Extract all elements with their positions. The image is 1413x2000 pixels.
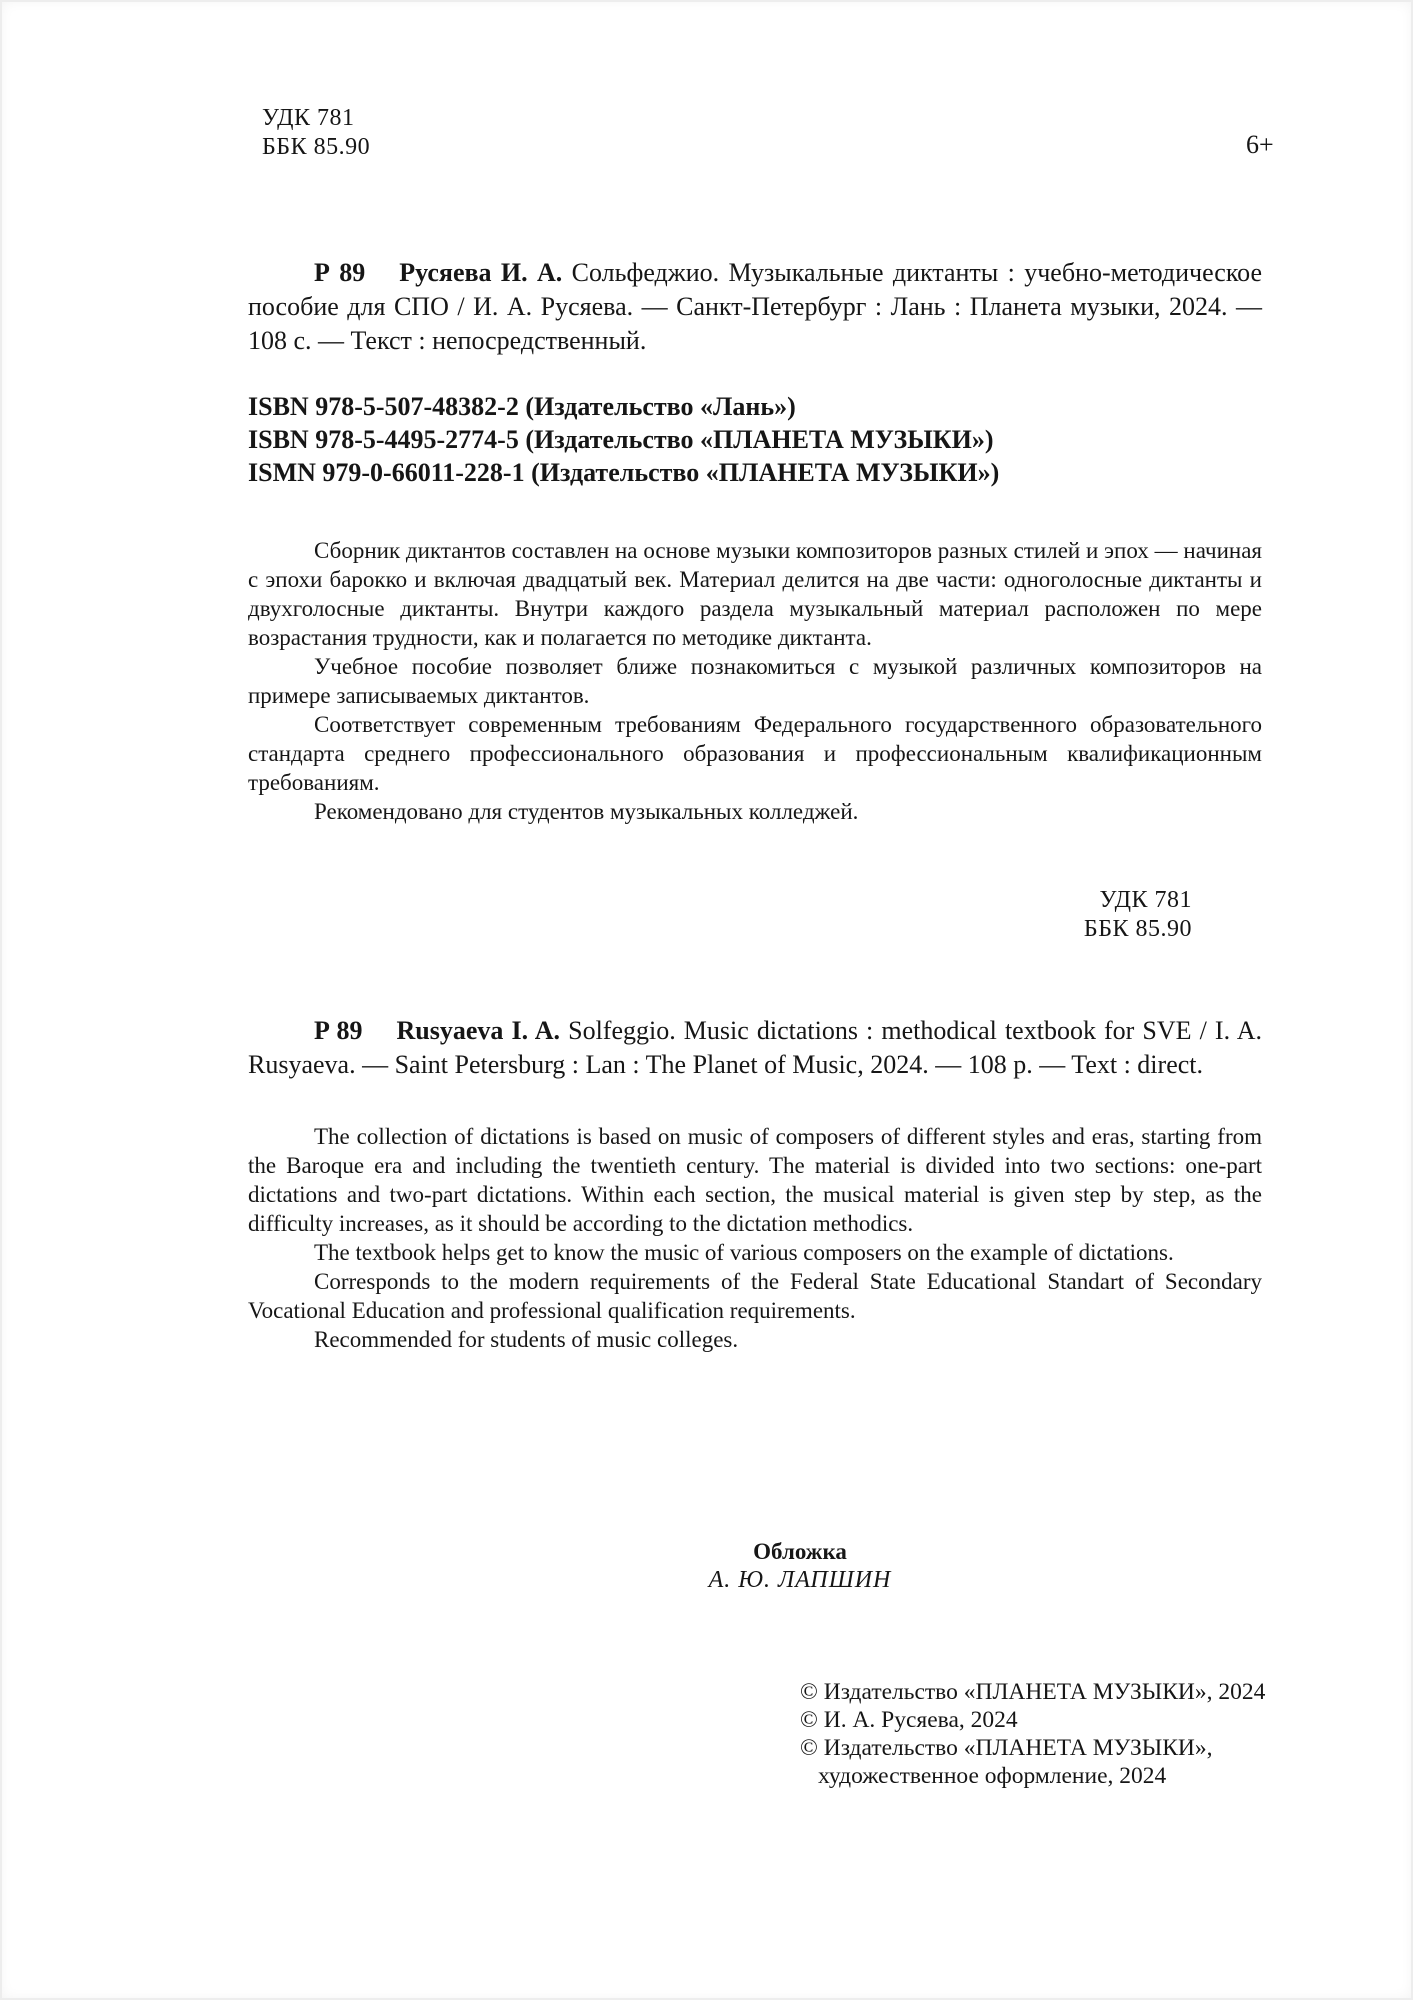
udk-code: УДК 781 <box>1099 887 1192 913</box>
copyright-line: © И. А. Русяева, 2024 <box>800 1707 1018 1733</box>
copyright-block <box>800 1678 1280 1790</box>
record-author-en: Rusyaeva I. A. <box>396 1016 561 1045</box>
annotation-en-paragraph: Corresponds to the modern requirements of the Federal State Educational Standart of Secondary Vocational Education and professional qualification requirements. <box>248 1269 1262 1323</box>
record-text-en: Solfeggio. Music dictations : methodical textbook for SVE / I. A. Rusyaeva. — Saint Petersburg : Lan : The Planet of Music, 2024. — 108 p. — Text : direct. <box>248 1016 1262 1079</box>
annotation-ru <box>248 536 1262 826</box>
udk-code: УДК 781 <box>262 105 355 131</box>
record-author-ru: Русяева И. А. <box>399 258 563 287</box>
cover-credit-label: Обложка <box>753 1539 847 1564</box>
record-text-ru: Сольфеджио. Музыкальные диктанты : учебно-методическое пособие для СПО / И. А. Русяева. — Санкт-Петербург : Лань : Планета музыки, 2024. — 108 с. — Текст : непосредственный. <box>248 258 1263 355</box>
isbn-line-lan: ISBN 978-5-507-48382-2 (Издательство «Лань») <box>248 392 796 421</box>
annotation-ru-paragraph: Рекомендовано для студентов музыкальных колледжей. <box>314 799 859 824</box>
annotation-en-paragraph: The textbook helps get to know the music of various composers on the example of dictations. <box>314 1240 1174 1265</box>
isbn-line-planeta: ISBN 978-5-4495-2774-5 (Издательство «ПЛАНЕТА МУЗЫКИ») <box>248 425 994 454</box>
author-sign-code-en: P 89 <box>314 1016 363 1045</box>
annotation-ru-paragraph: Соответствует современным требованиям Федерального государственного образовательного стандарта среднего профессионального образования и профессиональным квалификационным требованиям. <box>248 712 1262 795</box>
cover-designer-name: А. Ю. ЛАПШИН <box>708 1567 892 1593</box>
annotation-en <box>248 1122 1262 1354</box>
bbk-code: ББК 85.90 <box>1083 916 1192 942</box>
copyright-line-continuation: художественное оформление, 2024 <box>818 1763 1167 1789</box>
annotation-ru-paragraph: Сборник диктантов составлен на основе музыки композиторов разных стилей и эпох — начиная с эпохи барокко и включая двадцатый век. Материал делится на две части: одноголосные диктанты и двухголосные диктанты. Внутри каждого раздела музыкальный материал расположен по мере возрастания трудности, как и полагается по методике диктанта. <box>248 538 1262 650</box>
copyright-line: © Издательство «ПЛАНЕТА МУЗЫКИ», <box>800 1735 1213 1761</box>
author-sign-code-ru: Р 89 <box>314 258 366 287</box>
cover-credit-block <box>300 1538 1300 1594</box>
bibliographic-record-ru <box>248 256 1262 358</box>
udk-bbk-right-block <box>248 886 1192 944</box>
annotation-en-paragraph: The collection of dictations is based on music of composers of different styles and eras, starting from the Baroque era and including the twentieth century. The material is divided into two sections: one-part dictations and two-part dictations. Within each section, the musical material is given step by step, as the difficulty increases, as it should be according to the dictation methodics. <box>248 1124 1262 1236</box>
bibliographic-record-en <box>248 1014 1262 1082</box>
age-rating-badge: 6+ <box>1246 130 1274 159</box>
ismn-line-planeta: ISMN 979-0-66011-228-1 (Издательство «ПЛАНЕТА МУЗЫКИ») <box>248 458 1000 487</box>
isbn-block <box>248 390 1262 489</box>
copyright-line: © Издательство «ПЛАНЕТА МУЗЫКИ», 2024 <box>800 1679 1266 1705</box>
udk-bbk-top-block <box>262 104 370 162</box>
annotation-ru-paragraph: Учебное пособие позволяет ближе познакомиться с музыкой различных композиторов на примере записываемых диктантов. <box>248 654 1262 708</box>
annotation-en-paragraph: Recommended for students of music colleges. <box>314 1327 739 1352</box>
bbk-code: ББК 85.90 <box>262 134 371 160</box>
